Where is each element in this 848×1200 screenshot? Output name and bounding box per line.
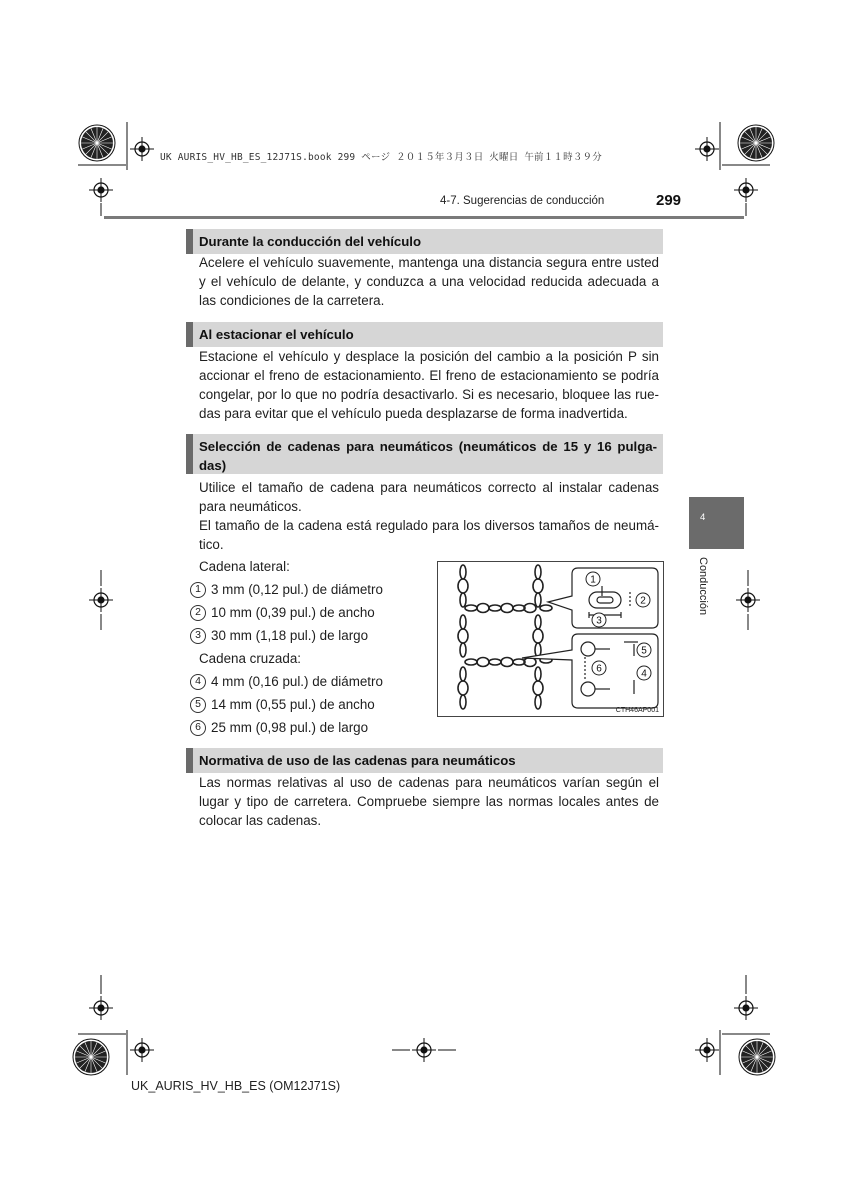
heading-line: das) (199, 458, 227, 473)
cross-chain-label: Cadena cruzada: (199, 651, 301, 666)
chain-drawing (438, 562, 663, 716)
section-body-regulations (199, 773, 659, 830)
spec-text: 4 mm (0,16 pul.) de diámetro (211, 674, 383, 689)
callout-1-icon (586, 572, 600, 586)
callout-label: 5 (641, 645, 647, 657)
right-vertical-chain (533, 565, 543, 709)
callout-number: 3 (190, 628, 206, 644)
figure-code: CTH46AP001 (615, 707, 659, 714)
lateral-chain-label: Cadena lateral: (199, 559, 290, 574)
chapter-tab-number: 4 (700, 512, 706, 523)
callout-number: 6 (190, 720, 206, 736)
section-heading-parking: Al estacionar el vehículo (186, 322, 663, 347)
spec-text: 25 mm (0,98 pul.) de largo (211, 720, 369, 735)
upper-cross-chain (465, 604, 552, 613)
callout-4-icon (637, 666, 651, 680)
callout-label: 4 (641, 668, 647, 680)
spec-text: 14 mm (0,55 pul.) de ancho (211, 697, 375, 712)
callout-label: 3 (596, 615, 602, 627)
callout-label: 6 (596, 663, 602, 675)
callout-6-icon (592, 661, 606, 675)
callout-label: 2 (640, 595, 646, 607)
body-line: para neumáticos. (199, 499, 302, 514)
chapter-tab (689, 497, 744, 549)
header-rule (104, 216, 744, 219)
spec-item (190, 670, 430, 693)
body-line: y el vehículo de delante, y conduzca a una velocidad reducida adecuada a (199, 274, 659, 289)
spec-item (190, 693, 430, 716)
callout-number: 5 (190, 697, 206, 713)
tire-chain-illustration (437, 561, 664, 717)
section-heading-driving: Durante la conducción del vehículo (186, 229, 663, 254)
chain-spec-list (190, 555, 430, 739)
spec-item (190, 578, 430, 601)
heading-line: Selección de cadenas para neumáticos (neumáticos de 15 y 16 pulga- (199, 439, 657, 454)
spec-item (190, 716, 430, 739)
spec-text: 30 mm (1,18 pul.) de largo (211, 628, 369, 643)
body-line: las condiciones de la carretera. (199, 293, 385, 308)
left-vertical-chain (458, 565, 468, 709)
section-heading-chains (186, 434, 663, 474)
page-number: 299 (656, 192, 682, 209)
spec-item (190, 601, 430, 624)
chapter-tab-label: Conducción (697, 557, 709, 616)
body-line: Las normas relativas al uso de cadenas para neumáticos varían según el (199, 775, 659, 790)
spec-item (190, 624, 430, 647)
callout-number: 1 (190, 582, 206, 598)
section-heading-regulations: Normativa de uso de las cadenas para neumáticos (186, 748, 663, 773)
callout-label: 1 (590, 574, 596, 586)
section-body-chains (199, 478, 659, 554)
body-line: accionar el freno de estacionamiento. El freno de estacionamiento se podría (199, 368, 659, 383)
footer-document-code: UK_AURIS_HV_HB_ES (OM12J71S) (131, 1079, 341, 1093)
spec-text: 3 mm (0,12 pul.) de diámetro (211, 582, 383, 597)
callout-number: 2 (190, 605, 206, 621)
header-section-title: 4-7. Sugerencias de conducción (440, 195, 605, 207)
body-line: tico. (199, 537, 224, 552)
body-line: Utilice el tamaño de cadena para neumáticos correcto al instalar cadenas (199, 480, 659, 495)
body-line: das para evitar que el vehículo pueda desplazarse de forma inadvertida. (199, 406, 628, 421)
body-line: congelar, por lo que no podría desactivarlo. Si es necesario, bloquee las rue- (199, 387, 659, 402)
callout-2-icon (636, 593, 650, 607)
body-line: El tamaño de la cadena está regulado para los diversos tamaños de neumá- (199, 518, 659, 533)
callout-3-icon (592, 613, 606, 627)
callout-number: 4 (190, 674, 206, 690)
section-body-parking (199, 347, 659, 423)
body-line: Estacione el vehículo y desplace la posición del cambio a la posición P sin (199, 349, 659, 364)
body-line: lugar y tipo de carretera. Compruebe siempre las normas locales antes de (199, 794, 659, 809)
body-line: Acelere el vehículo suavemente, mantenga una distancia segura entre usted (199, 255, 659, 270)
body-line: colocar las cadenas. (199, 813, 322, 828)
section-body-driving (199, 253, 659, 310)
callout-5-icon (637, 643, 651, 657)
spec-text: 10 mm (0,39 pul.) de ancho (211, 605, 375, 620)
print-info: UK AURIS_HV_HB_ES_12J71S.book 299 ページ ２０１５年３月３日 火曜日 午前１１時３９分 (160, 152, 602, 163)
